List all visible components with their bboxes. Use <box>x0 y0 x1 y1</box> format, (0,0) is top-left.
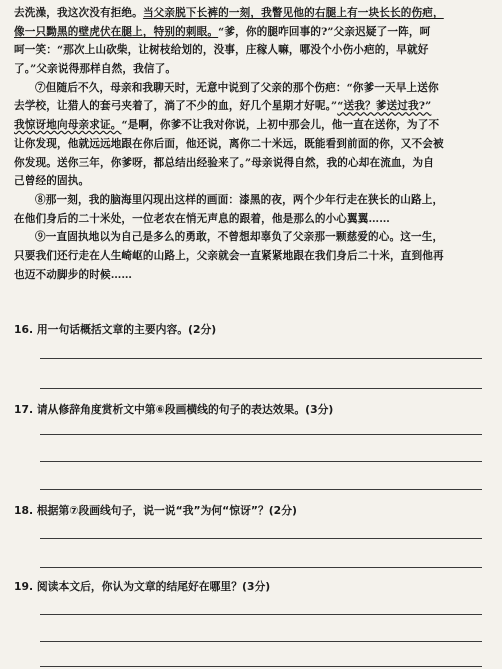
question-18: 18. 根据第⑦段画线句子，说一说“我”为何“惊讶”？(2分) <box>14 504 297 517</box>
answer-line[interactable] <box>40 358 482 359</box>
question-16: 16. 用一句话概括文章的主要内容。(2分) <box>14 323 217 336</box>
question-17: 17. 请从修辞角度赏析文中第⑥段画横线的句子的表达效果。(3分) <box>14 403 334 416</box>
underlined-sentence: 当父亲脱下长裤的一刻，我瞥见他的右腿上有一块长长的伤疤， <box>142 7 444 19</box>
passage-line: 也迈不动脚步的时候…… <box>14 268 133 281</box>
passage-line: 在他们身后的二十米处，一位老农在悄无声息的跟着，他是那么的小心翼翼…… <box>14 212 391 225</box>
answer-line[interactable] <box>40 434 482 435</box>
answer-line[interactable] <box>40 567 482 568</box>
passage-line: 了。”父亲说得那样自然，我信了。 <box>14 63 177 76</box>
passage-line <box>14 4 494 23</box>
answer-line[interactable] <box>40 666 482 667</box>
passage-text: “是啊，你爹不让我对你说，上初中那会儿，他一直在送你，为了不 <box>121 119 440 132</box>
passage-line <box>14 23 494 42</box>
passage-line: 只要我们还行走在人生崎岖的山路上，父亲就会一直紧紧地跟在我们身后二十米，直到他再 <box>14 249 444 262</box>
passage-line: 己曾经的固执。 <box>14 175 90 188</box>
passage-line: 呵一笑：“那次上山砍柴，让树枝给划的，没事，庄稼人嘛，哪没个小伤小疤的，早就好 <box>14 44 429 57</box>
answer-line[interactable] <box>40 461 482 462</box>
paragraph-7-line: ⑦但随后不久，母亲和我聊天时，无意中说到了父亲的那个伤疤：“你爹一天早上送你 <box>35 81 439 94</box>
passage-text: “爹，你的腿咋回事的?”父亲迟疑了一阵，呵 <box>218 25 431 38</box>
question-19: 19. 阅读本文后，你认为文章的结尾好在哪里？(3分) <box>14 580 271 593</box>
answer-line[interactable] <box>40 641 482 642</box>
answer-line[interactable] <box>40 489 482 490</box>
passage-text: 去洗澡，我这次没有拒绝。 <box>14 7 143 19</box>
passage-text: 去学校，让猎人的套弓夹着了，淌了不少的血，好几个星期才好呢。” <box>14 100 338 113</box>
passage-line <box>14 97 494 116</box>
wavy-underlined-sentence: “送我？爹送过我?” <box>337 100 432 113</box>
answer-line[interactable] <box>40 538 482 539</box>
passage-line <box>14 116 494 135</box>
answer-line[interactable] <box>40 388 482 389</box>
reading-passage <box>14 4 494 284</box>
answer-line[interactable] <box>40 614 482 615</box>
paragraph-9-line: ⑨一直固执地以为自己是多么的勇敢，不曾想却辜负了父亲那一颗慈爱的心。这一生， <box>35 231 444 244</box>
wavy-underlined-sentence: 我惊讶地向母亲求证。 <box>14 119 122 132</box>
passage-line: 让你发现，他就远远地跟在你后面，他还说，离你二十米远，既能看到前面的你，又不会被 <box>14 137 444 150</box>
paragraph-8-line: ⑧那一刻，我的脑海里闪现出这样的画面：漆黑的夜，两个少年行走在狭长的山路上， <box>35 193 444 206</box>
passage-line: 你发现。送你三年，你爹呀，都总结出经验来了。”母亲说得自然，我的心却在流血，为自 <box>14 156 434 169</box>
underlined-sentence: 像一只黝黑的壁虎伏在腿上，特别的刺眼。 <box>14 25 219 38</box>
